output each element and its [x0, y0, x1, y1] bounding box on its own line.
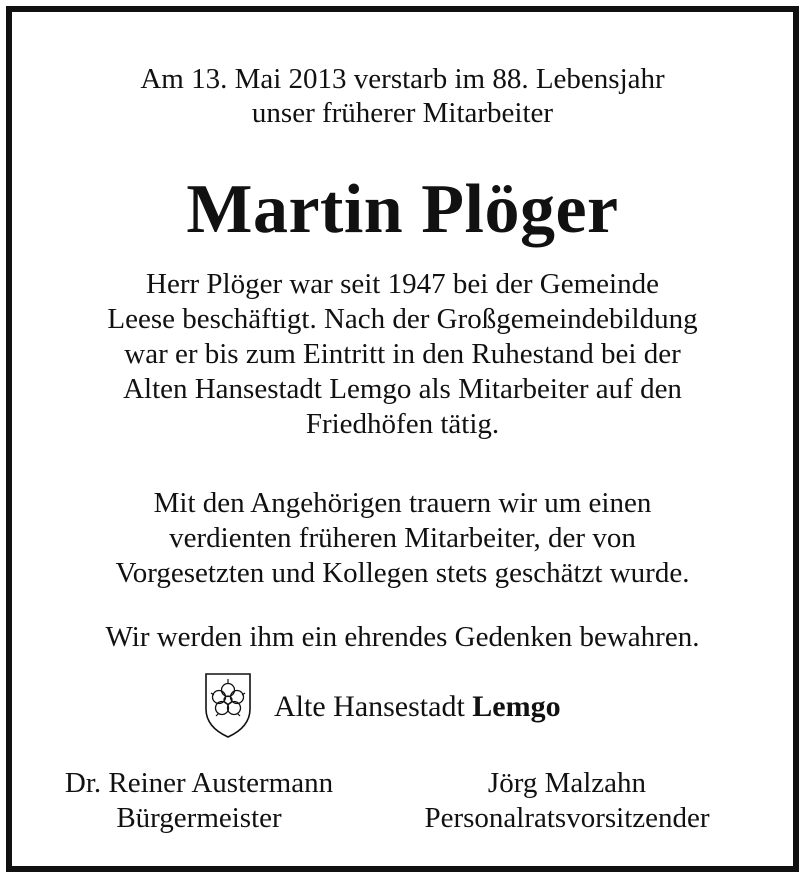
condolence-line-2: verdienten früheren Mitarbeiter, der von [169, 522, 636, 554]
signatory-role: Bürgermeister [116, 802, 282, 834]
career-line-3: war er bis zum Eintritt in den Ruhestand bei der [124, 338, 681, 370]
career-line-2: Leese beschäftigt. Nach der Großgemeindebildung [107, 303, 698, 335]
deceased-name: Martin Plöger [186, 171, 619, 248]
obituary-notice [12, 12, 793, 866]
organization-block [12, 668, 793, 740]
organization-prefix: Alte Hansestadt [274, 690, 465, 723]
lemgo-rose-crest-icon [203, 671, 253, 739]
intro-line-1: Am 13. Mai 2013 verstarb im 88. Lebensjahr [140, 63, 665, 95]
signatory-name: Dr. Reiner Austermann [64, 767, 334, 799]
condolence-paragraph [12, 486, 793, 591]
organization-name [274, 689, 561, 725]
career-line-4: Alten Hansestadt Lemgo als Mitarbeiter auf den [123, 373, 682, 405]
career-line-5: Friedhöfen tätig. [305, 408, 500, 440]
signatory-mayor [34, 766, 364, 836]
remembrance-line: Wir werden ihm ein ehrendes Gedenken bewahren. [105, 621, 700, 653]
signatory-name: Jörg Malzahn [487, 767, 647, 799]
organization-city: Lemgo [472, 690, 561, 723]
career-line-1: Herr Plöger war seit 1947 bei der Gemeinde [146, 268, 659, 300]
intro-text [12, 62, 793, 130]
signatory-role: Personalratsvorsitzender [424, 802, 710, 834]
career-paragraph [12, 267, 793, 442]
condolence-line-1: Mit den Angehörigen trauern wir um einen [153, 487, 652, 519]
signatory-staff-council [397, 766, 737, 836]
intro-line-2: unser früherer Mitarbeiter [251, 97, 554, 129]
condolence-line-3: Vorgesetzten und Kollegen stets geschätzt wurde. [115, 557, 690, 589]
